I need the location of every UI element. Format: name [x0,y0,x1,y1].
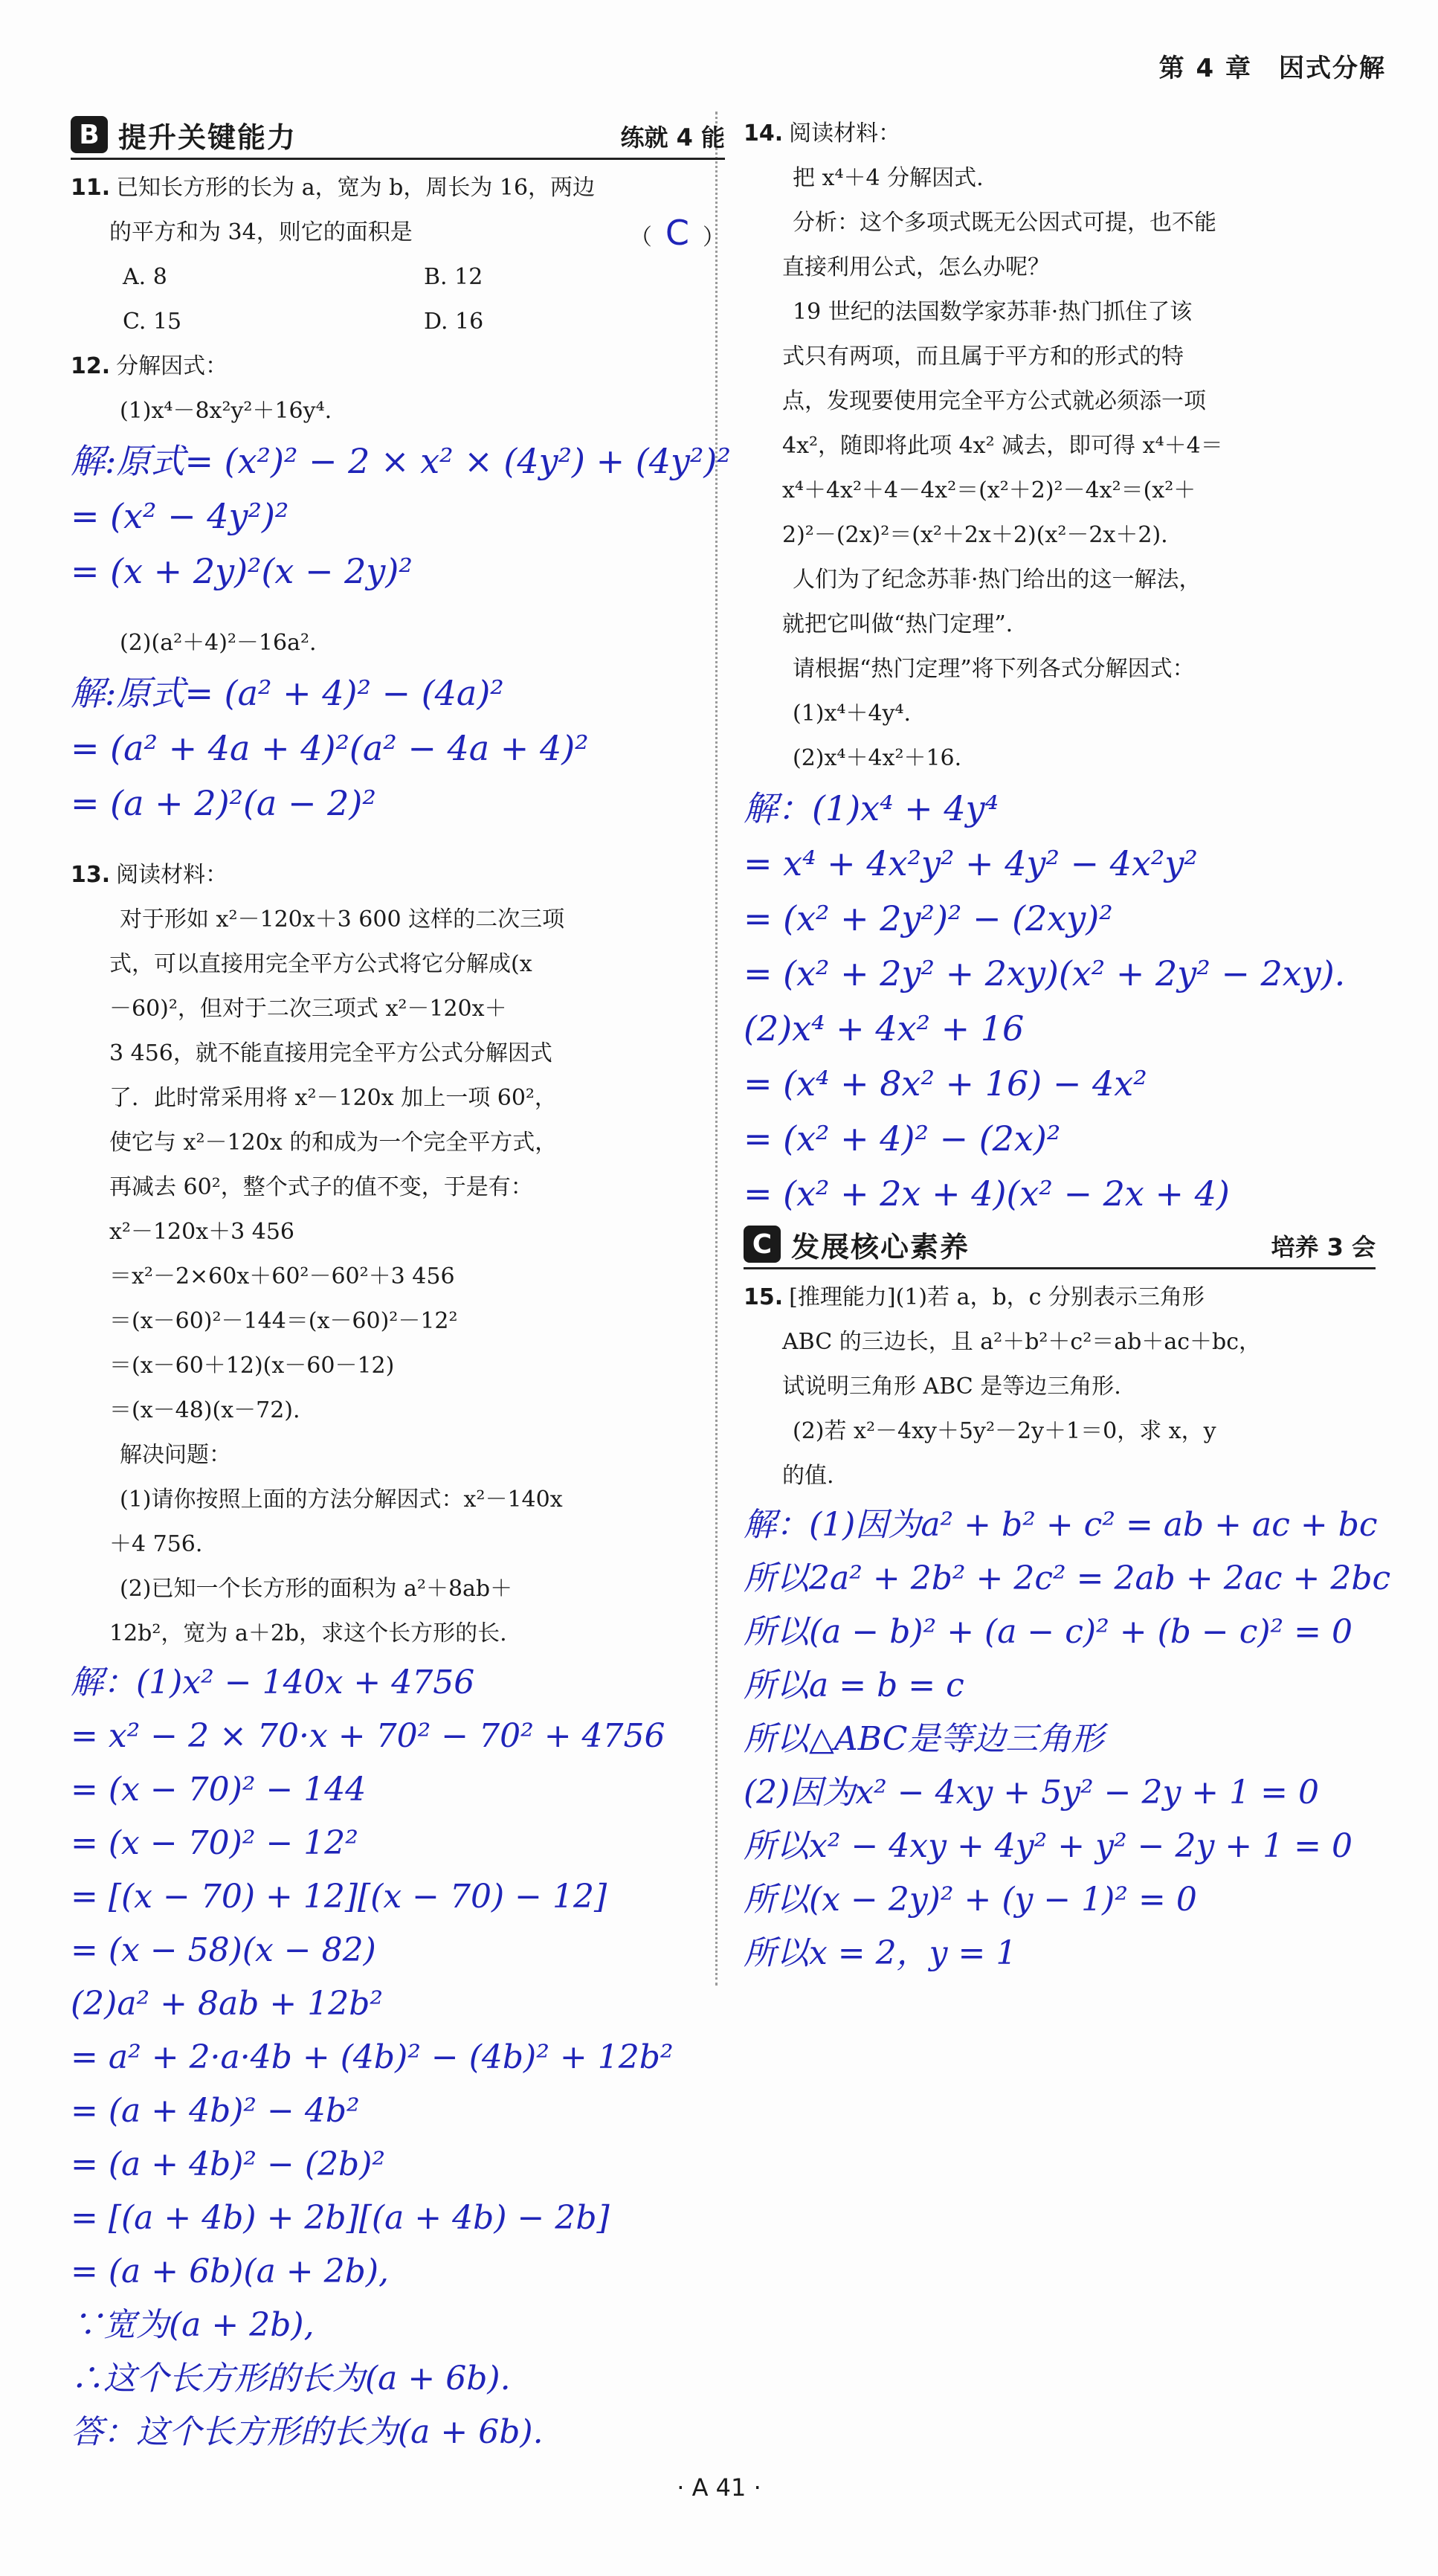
handwritten-line: = x⁴ + 4x²y² + 4y² − 4x²y² [744,843,1198,883]
reading-text: x⁴＋4x²＋4－4x²＝(x²＋2)²－4x²＝(x²＋ [782,477,1196,503]
handwritten-line: = (x⁴ + 8x² + 16) − 4x² [744,1063,1147,1104]
reading-text: x²－120x＋3 456 [109,1219,295,1245]
reading-text: 了．此时常采用将 x²－120x 加上一项 60²， [109,1085,557,1111]
question-11 [71,166,725,344]
question-text: ABC 的三边长，且 a²＋b²＋c²＝ab＋ac＋bc， [782,1329,1262,1355]
handwritten-line: = [(a + 4b) + 2b][(a + 4b) − 2b] [71,2199,610,2237]
handwritten-line: 解：(1)x⁴ + 4y⁴ [744,788,999,828]
handwritten-line: = a² + 2·a·4b + (4b)² − (4b)² + 12b² [71,2038,674,2076]
choice-b: B. 12 [424,264,483,290]
reading-text: 对于形如 x²－120x＋3 600 这样的二次三项 [120,907,565,933]
handwritten-line: 解:原式= (x²)² − 2 × x² × (4y²) + (4y²)² [71,441,731,481]
handwritten-line: (2)x⁴ + 4x² + 16 [744,1008,1025,1049]
reading-text: 式只有两项，而且属于平方和的形式的特 [782,344,1184,370]
question-number: 12. [71,353,111,379]
reading-text: 2)²－(2x)²＝(x²＋2x＋2)(x²－2x＋2). [782,522,1168,548]
question-14 [744,112,1376,1221]
section-c-badge: C [744,1226,781,1263]
reading-text: 就把它叫做“热门定理”. [782,611,1013,637]
section-b-tag: 练就 4 能 [620,123,725,152]
question-15 [744,1275,1391,1980]
choices [71,255,725,344]
handwritten-line: (2)因为x² − 4xy + 5y² − 2y + 1 = 0 [744,1774,1319,1812]
handwritten-line: 所以a = b = c [744,1667,964,1704]
section-b-badge: B [71,116,108,153]
task-2: (2)已知一个长方形的面积为 a²＋8ab＋ [120,1576,513,1602]
chapter-header: 第 4 章 因式分解 [1158,54,1386,83]
section-c-title: 发展核心素养 [791,1230,970,1263]
section-c-tag: 培养 3 会 [1271,1233,1376,1261]
handwritten-line: = (a + 6b)(a + 2b), [71,2253,389,2290]
reading-text: ＝(x－60＋12)(x－60－12) [109,1353,395,1379]
page-number: · A 41 · [677,2473,761,2502]
solve-title: 解决问题： [120,1442,231,1468]
reading-text: 请根据“热门定理”将下列各式分解因式： [793,656,1195,682]
handwritten-line: = (x − 70)² − 144 [71,1771,367,1809]
reading-text: 使它与 x²－120x 的和成为一个完全平方式， [109,1130,558,1156]
reading-text: ＝(x－48)(x－72). [109,1397,300,1423]
question-text: 已知长方形的长为 a，宽为 b，周长为 16，两边 [116,175,596,201]
section-b-header [71,112,725,160]
reading-text: 把 x⁴＋4 分解因式. [793,165,984,191]
answer-bracket: （ C ） [629,213,725,253]
reading-text: 再减去 60²，整个式子的值不变，于是有： [109,1174,533,1200]
task-1: (1)请你按照上面的方法分解因式：x²－140x [120,1487,563,1513]
handwritten-line: 所以2a² + 2b² + 2c² = 2ab + 2ac + 2bc [744,1559,1391,1597]
handwritten-line: = (a + 2)²(a − 2)² [71,783,376,823]
choice-c: C. 15 [123,309,182,335]
handwritten-line: = (a² + 4a + 4)²(a² − 4a + 4)² [71,728,589,768]
task-1: ＋4 756. [109,1531,203,1557]
choice-d: D. 16 [424,309,484,335]
handwritten-line: (2)a² + 8ab + 12b² [71,1985,384,2023]
handwritten-line: ∴这个长方形的长为(a + 6b). [71,2360,511,2398]
reading-text: 19 世纪的法国数学家苏菲·热门抓住了该 [793,299,1193,325]
question-number: 15. [744,1284,784,1310]
question-title: 分解因式： [116,353,228,379]
reading-text: 人们为了纪念苏菲·热门给出的这一解法， [793,567,1202,593]
handwritten-line: 解：(1)x² − 140x + 4756 [71,1664,475,1701]
sub-question-2: (2)x⁴＋4x²＋16. [793,745,962,771]
section-c-header [744,1221,1376,1269]
handwritten-line: = (x² + 4)² − (2x)² [744,1118,1061,1159]
handwritten-line: = (x² + 2x + 4)(x² − 2x + 4) [744,1173,1230,1214]
question-title: 阅读材料： [789,120,901,146]
handwritten-line: = (x − 70)² − 12² [71,1824,358,1862]
question-text: (2)若 x²－4xy＋5y²－2y＋1＝0，求 x，y [793,1418,1216,1444]
handwritten-line: = x² − 2 × 70·x + 70² − 70² + 4756 [71,1717,665,1755]
handwritten-answer: C [665,213,689,253]
handwritten-line: = (x + 2y)²(x − 2y)² [71,551,413,591]
handwritten-line: 所以x = 2，y = 1 [744,1934,1017,1972]
handwritten-line: = (x − 58)(x − 82) [71,1931,376,1969]
reading-text: －60)²，但对于二次三项式 x²－120x＋ [109,996,507,1022]
handwritten-line: 解:原式= (a² + 4)² − (4a)² [71,673,504,713]
section-b-title: 提升关键能力 [118,120,297,154]
question-number: 11. [71,175,111,201]
sub-question-1: (1)x⁴－8x²y²＋16y⁴. [120,398,332,424]
handwritten-line: = (a + 4b)² − (2b)² [71,2145,386,2183]
handwritten-line: = (x² + 2y² + 2xy)(x² + 2y² − 2xy). [744,953,1346,994]
question-text: 的平方和为 34，则它的面积是 [109,219,413,245]
reading-text: 3 456，就不能直接用完全平方公式分解因式 [109,1040,552,1066]
handwritten-line: 答：这个长方形的长为(a + 6b). [71,2413,544,2451]
reading-text: 4x²，随即将此项 4x² 减去，即可得 x⁴＋4＝ [782,433,1223,459]
reading-text: 直接利用公式，怎么办呢？ [782,254,1050,280]
sub-question-2: (2)(a²＋4)²－16a². [120,630,317,656]
left-column [71,112,731,2459]
reading-text: 式，可以直接用完全平方公式将它分解成(x [109,951,532,977]
question-number: 14. [744,120,784,146]
question-text: 的值. [782,1463,834,1489]
handwritten-line: 所以(x − 2y)² + (y − 1)² = 0 [744,1881,1197,1919]
reading-text: 点，发现要使用完全平方公式就必须添一项 [782,388,1206,414]
question-12 [71,344,731,831]
handwritten-line: 所以△ABC是等边三角形 [744,1720,1104,1758]
handwritten-line: = [(x − 70) + 12][(x − 70) − 12] [71,1878,607,1916]
reading-text: 分析：这个多项式既无公因式可提，也不能 [793,210,1216,236]
handwritten-line: ∵宽为(a + 2b), [71,2306,315,2344]
question-number: 13. [71,862,111,888]
question-text: [推理能力](1)若 a，b，c 分别表示三角形 [789,1284,1205,1310]
handwritten-line: = (a + 4b)² − 4b² [71,2092,360,2130]
handwritten-line: 所以x² − 4xy + 4y² + y² − 2y + 1 = 0 [744,1827,1352,1865]
reading-text: ＝x²－2×60x＋60²－60²＋3 456 [109,1263,455,1289]
handwritten-line: = (x² + 2y²)² − (2xy)² [744,898,1113,938]
handwritten-line: = (x² − 4y²)² [71,496,289,536]
task-2: 12b²，宽为 a＋2b，求这个长方形的长. [109,1620,507,1646]
handwritten-line: 所以(a − b)² + (a − c)² + (b − c)² = 0 [744,1613,1353,1651]
handwritten-line: 解：(1)因为a² + b² + c² = ab + ac + bc [744,1506,1378,1544]
choice-a: A. 8 [123,264,167,290]
sub-question-1: (1)x⁴＋4y⁴. [793,701,912,727]
question-13 [71,853,725,2459]
right-column [744,112,1391,1980]
question-title: 阅读材料： [116,862,228,888]
question-text: 试说明三角形 ABC 是等边三角形. [782,1374,1121,1400]
reading-text: ＝(x－60)²－144＝(x－60)²－12² [109,1308,458,1334]
